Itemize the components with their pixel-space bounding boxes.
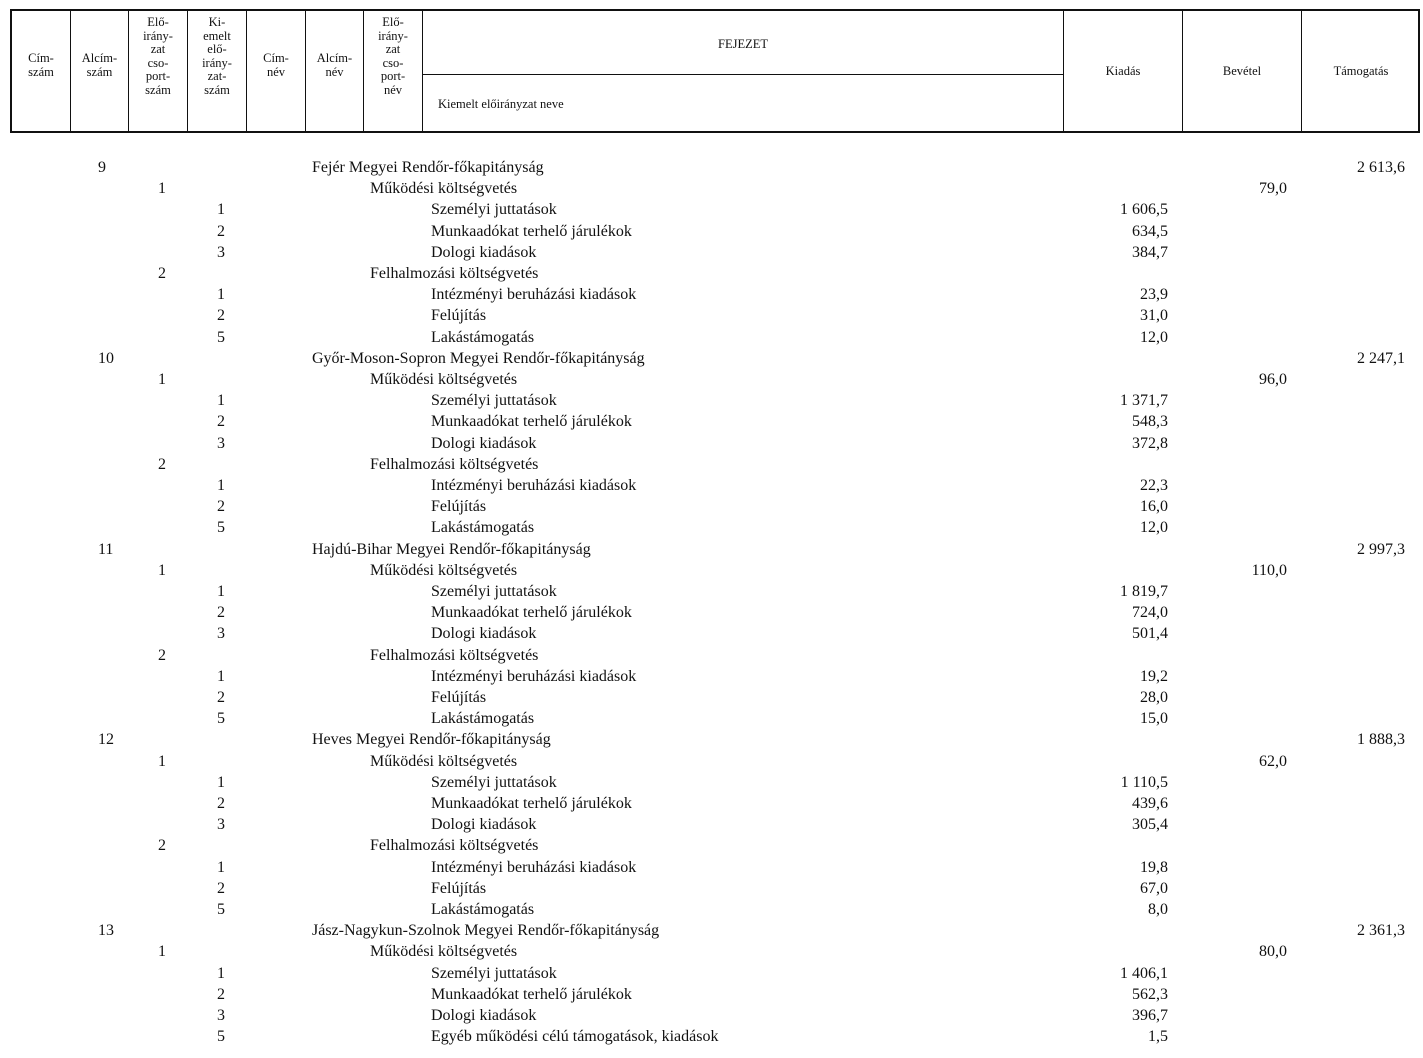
- row-number: 12: [98, 731, 114, 749]
- row-name: Működési költségvetés: [370, 943, 518, 961]
- row-number: 2: [217, 413, 225, 431]
- header-cim-szam: [12, 52, 70, 79]
- row-name: Intézményi beruházási kiadások: [431, 858, 637, 876]
- cell-bevetel: 62,0: [1259, 752, 1287, 770]
- row-name: Dologi kiadások: [431, 434, 537, 452]
- cell-kiadas: 67,0: [1140, 879, 1168, 897]
- header-label-line: Elő-: [147, 15, 169, 29]
- row-number: 3: [217, 816, 225, 834]
- header-label-line: név: [383, 82, 403, 97]
- row-name: Lakástámogatás: [431, 328, 535, 346]
- row-name: Dologi kiadások: [431, 816, 537, 834]
- row-name: Felhalmozási költségvetés: [370, 265, 539, 282]
- cell-kiadas: 1,5: [1148, 1028, 1168, 1046]
- header-label-line: port-: [145, 69, 171, 83]
- row-name: Személyi juttatások: [431, 964, 557, 982]
- row-name: Felújítás: [431, 879, 487, 897]
- row-number: 3: [217, 434, 225, 452]
- row-name: Dologi kiadások: [431, 1007, 537, 1024]
- row-number: 1: [158, 752, 166, 770]
- header-tamogatas: Támogatás: [1333, 64, 1389, 78]
- header-label-line: név: [266, 64, 286, 79]
- row-name: Intézményi beruházási kiadások: [431, 477, 637, 494]
- row-number: 2: [158, 455, 166, 473]
- header-label-line: emelt: [203, 28, 231, 43]
- row-name: Munkaadókat terhelő járulékok: [431, 604, 632, 622]
- row-number: 1: [158, 943, 166, 961]
- header-label-line: név: [325, 64, 344, 79]
- row-number: 2: [217, 498, 225, 516]
- row-name: Személyi juttatások: [431, 392, 557, 410]
- row-number: 3: [217, 1007, 225, 1024]
- header-label-line: Cím-: [263, 51, 289, 65]
- row-name: Működési költségvetés: [370, 180, 518, 198]
- row-name: Heves Megyei Rendőr-főkapitányság: [312, 731, 551, 749]
- cell-tamogatas: 1 888,3: [1357, 731, 1405, 749]
- row-name: Lakástámogatás: [431, 710, 535, 728]
- header-label-line: Alcím-: [316, 51, 353, 65]
- header-label-line: port-: [380, 69, 406, 83]
- row-number: 1: [217, 583, 225, 600]
- row-number: 1: [158, 180, 166, 198]
- cell-tamogatas: 2 361,3: [1357, 922, 1405, 940]
- cell-bevetel: 80,0: [1259, 943, 1287, 961]
- row-name: Egyéb működési célú támogatások, kiadások: [431, 1028, 719, 1046]
- header-label-line: zat: [385, 42, 401, 56]
- row-name: Munkaadókat terhelő járulékok: [431, 222, 632, 240]
- row-name: Felújítás: [431, 307, 487, 325]
- cell-tamogatas: 2 613,6: [1357, 159, 1405, 176]
- row-number: 1: [158, 371, 166, 388]
- cell-tamogatas: 2 247,1: [1357, 349, 1405, 367]
- row-name: Jász-Nagykun-Szolnok Megyei Rendőr-főkapitányság: [312, 922, 660, 940]
- row-number: 2: [217, 222, 225, 240]
- header-label-line: irány-: [378, 28, 408, 43]
- row-number: 2: [217, 604, 225, 622]
- row-name: Fejér Megyei Rendőr-főkapitányság: [312, 159, 544, 176]
- row-number: 9: [98, 159, 106, 176]
- header-label-line: Alcím-: [81, 51, 118, 65]
- cell-kiadas: 1 110,5: [1120, 773, 1168, 791]
- header-fejezet: FEJEZET: [718, 37, 768, 51]
- header-eloiranyzat-csoport-nev: [364, 16, 422, 97]
- row-number: 2: [158, 837, 166, 855]
- header-label-line: Elő-: [382, 15, 404, 29]
- row-name: Felhalmozási költségvetés: [370, 837, 539, 855]
- cell-kiadas: 1 406,1: [1120, 964, 1168, 982]
- cell-kiadas: 372,8: [1132, 434, 1168, 452]
- cell-kiadas: 23,9: [1140, 286, 1168, 304]
- row-number: 2: [158, 646, 166, 664]
- cell-tamogatas: 2 997,3: [1357, 540, 1405, 558]
- row-number: 2: [217, 795, 225, 812]
- row-name: Működési költségvetés: [370, 752, 518, 770]
- header-alcim-szam: [71, 52, 128, 79]
- cell-kiadas: 16,0: [1140, 498, 1168, 516]
- cell-kiadas: 305,4: [1132, 816, 1168, 834]
- header-label-line: szám: [86, 64, 113, 79]
- row-number: 3: [217, 243, 225, 261]
- header-label-line: irány-: [202, 55, 232, 70]
- cell-bevetel: 79,0: [1259, 180, 1287, 198]
- row-number: 5: [217, 901, 225, 918]
- header-kiemelt-eloiranyzat-szam: [188, 16, 246, 97]
- row-name: Felhalmozási költségvetés: [370, 455, 539, 473]
- row-number: 13: [98, 922, 114, 940]
- row-number: 1: [217, 201, 225, 219]
- cell-kiadas: 8,0: [1148, 901, 1168, 918]
- row-name: Személyi juttatások: [431, 773, 557, 791]
- cell-kiadas: 12,0: [1140, 328, 1168, 346]
- cell-kiadas: 548,3: [1132, 413, 1168, 431]
- row-name: Lakástámogatás: [431, 519, 535, 537]
- row-number: 1: [217, 392, 225, 410]
- cell-kiadas: 31,0: [1140, 307, 1168, 325]
- row-number: 2: [217, 689, 225, 706]
- header-label-line: cso-: [382, 55, 404, 70]
- cell-kiadas: 562,3: [1132, 985, 1168, 1003]
- row-name: Győr-Moson-Sopron Megyei Rendőr-főkapitányság: [312, 349, 645, 367]
- cell-kiadas: 439,6: [1132, 795, 1168, 812]
- row-number: 10: [98, 349, 114, 367]
- header-bevetel: Bevétel: [1222, 64, 1262, 78]
- row-number: 2: [217, 879, 225, 897]
- cell-kiadas: 1 819,7: [1120, 583, 1168, 600]
- header-label-line: szám: [145, 82, 171, 97]
- cell-kiadas: 12,0: [1140, 519, 1168, 537]
- cell-kiadas: 634,5: [1132, 222, 1168, 240]
- row-number: 5: [217, 328, 225, 346]
- row-number: 5: [217, 1028, 225, 1046]
- row-number: 2: [217, 307, 225, 325]
- row-name: Működési költségvetés: [370, 371, 518, 388]
- row-name: Munkaadókat terhelő járulékok: [431, 985, 632, 1003]
- table-header: [10, 9, 1420, 133]
- cell-kiadas: 22,3: [1140, 477, 1168, 494]
- row-number: 5: [217, 710, 225, 728]
- cell-kiadas: 28,0: [1140, 689, 1168, 706]
- row-name: Személyi juttatások: [431, 201, 557, 219]
- header-kiemelt-eloiranyzat-neve: Kiemelt előirányzat neve: [438, 97, 564, 111]
- row-name: Dologi kiadások: [431, 243, 537, 261]
- header-label-line: Ki-: [208, 15, 226, 29]
- cell-kiadas: 19,8: [1140, 858, 1168, 876]
- row-number: 2: [158, 265, 166, 282]
- header-label-line: szám: [204, 82, 230, 97]
- cell-bevetel: 96,0: [1259, 371, 1287, 388]
- cell-kiadas: 19,2: [1140, 667, 1168, 685]
- row-name: Felújítás: [431, 689, 487, 706]
- row-name: Munkaadókat terhelő járulékok: [431, 413, 632, 431]
- cell-kiadas: 1 606,5: [1120, 201, 1168, 219]
- row-number: 1: [217, 858, 225, 876]
- row-name: Lakástámogatás: [431, 901, 535, 918]
- cell-kiadas: 501,4: [1132, 625, 1168, 643]
- header-cim-nev: [247, 52, 305, 79]
- row-name: Felhalmozási költségvetés: [370, 646, 539, 664]
- header-label-line: zat: [150, 42, 166, 56]
- header-label-line: elő-: [207, 42, 227, 56]
- row-name: Működési költségvetés: [370, 561, 518, 579]
- header-label-line: Cím-: [28, 51, 54, 65]
- cell-kiadas: 15,0: [1140, 710, 1168, 728]
- row-number: 11: [98, 540, 114, 558]
- row-number: 3: [217, 625, 225, 643]
- cell-kiadas: 384,7: [1132, 243, 1168, 261]
- row-number: 1: [217, 477, 225, 494]
- row-number: 1: [217, 964, 225, 982]
- header-alcim-nev: [306, 52, 363, 79]
- row-number: 1: [217, 286, 225, 304]
- row-number: 5: [217, 519, 225, 537]
- row-name: Intézményi beruházási kiadások: [431, 286, 637, 304]
- row-number: 2: [217, 985, 225, 1003]
- cell-bevetel: 110,0: [1251, 561, 1287, 579]
- cell-kiadas: 1 371,7: [1120, 392, 1168, 410]
- row-number: 1: [158, 561, 166, 579]
- header-kiadas: Kiadás: [1105, 64, 1141, 78]
- header-label-line: szám: [28, 64, 54, 79]
- row-name: Személyi juttatások: [431, 583, 557, 600]
- row-name: Felújítás: [431, 498, 487, 516]
- header-eloiranyzat-csoport-szam: [129, 16, 187, 97]
- cell-kiadas: 724,0: [1132, 604, 1168, 622]
- header-label-line: zat-: [207, 69, 227, 83]
- row-name: Munkaadókat terhelő járulékok: [431, 795, 632, 812]
- header-label-line: cso-: [147, 55, 169, 70]
- row-name: Intézményi beruházási kiadások: [431, 667, 637, 685]
- row-name: Dologi kiadások: [431, 625, 537, 643]
- row-number: 1: [217, 773, 225, 791]
- row-number: 1: [217, 667, 225, 685]
- row-name: Hajdú-Bihar Megyei Rendőr-főkapitányság: [312, 540, 591, 558]
- cell-kiadas: 396,7: [1132, 1007, 1168, 1024]
- header-label-line: irány-: [143, 28, 173, 43]
